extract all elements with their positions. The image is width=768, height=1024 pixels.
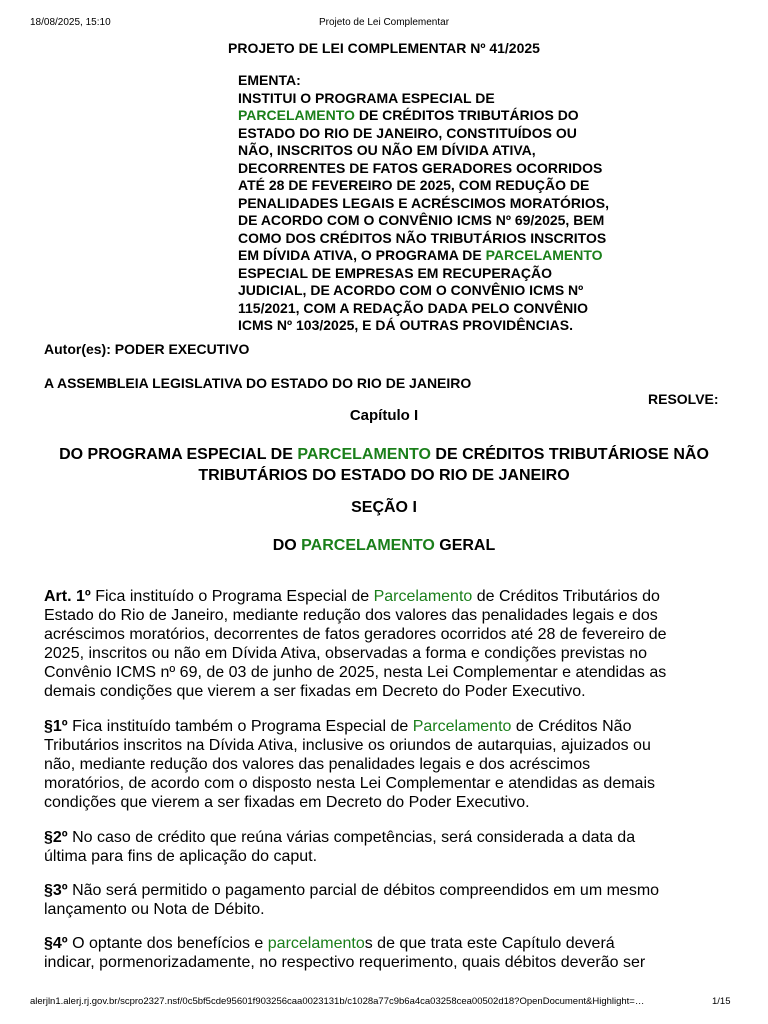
- text-line: [238, 125, 609, 143]
- author-line: Autor(es): PODER EXECUTIVO: [44, 341, 250, 357]
- paragraph-3: [44, 881, 659, 919]
- article-label: Art. 1º: [44, 588, 91, 605]
- article-1: [44, 587, 667, 701]
- highlighted-term: PARCELAMENTO: [238, 107, 355, 123]
- print-page-number: 1/15: [712, 996, 731, 1007]
- text-run: demais condições que vierem a ser fixadas em Decreto do Poder Executivo.: [44, 683, 586, 700]
- text-run: Tributários inscritos na Dívida Ativa, inclusive os oriundos de autarquias, ajuizados ou: [44, 737, 651, 754]
- ementa-label: EMENTA:: [238, 72, 301, 88]
- text-run: Fica instituído também o Programa Especial de: [67, 718, 413, 735]
- paragraph-2: [44, 828, 635, 866]
- text-run: s de que trata este Capítulo deverá: [364, 935, 615, 952]
- text-line: [238, 107, 609, 125]
- text-line: [44, 755, 655, 774]
- text-run: ATÉ 28 DE FEVEREIRO DE 2025, COM REDUÇÃO DE: [238, 177, 590, 193]
- text-line: [238, 265, 609, 283]
- text-run: No caso de crédito que reúna várias competências, será considerada a data da: [67, 829, 636, 846]
- text-run: 115/2021, COM A REDAÇÃO DADA PELO CONVÊNIO: [238, 299, 589, 316]
- text-line: [59, 446, 658, 463]
- ementa-text: [238, 90, 609, 335]
- text-line: [238, 282, 609, 300]
- article-label: §3º: [44, 882, 68, 899]
- text-run: indicar, pormenorizadamente, no respectivo requerimento, quais débitos deverão ser: [44, 954, 646, 971]
- text-run: Estado do Rio de Janeiro, mediante redução dos valores das penalidades legais e dos: [44, 607, 658, 624]
- highlighted-term: Parcelamento: [412, 718, 512, 735]
- text-line: [44, 847, 635, 866]
- text-run: DO: [272, 537, 302, 554]
- ementa-block: [238, 72, 609, 335]
- text-line: [238, 160, 609, 178]
- text-line: [44, 717, 655, 736]
- text-run: EM DÍVIDA ATIVA, O PROGRAMA DE: [238, 247, 486, 263]
- print-datetime: 18/08/2025, 15:10: [30, 17, 111, 28]
- text-line: [44, 774, 655, 793]
- text-run: DECORRENTES DE FATOS GERADORES OCORRIDOS: [238, 159, 603, 176]
- assembly-line: A ASSEMBLEIA LEGISLATIVA DO ESTADO DO RIO DE JANEIRO: [44, 375, 472, 391]
- text-run: Fica instituído o Programa Especial de: [90, 588, 374, 605]
- text-line: [44, 793, 655, 812]
- text-line: [44, 587, 667, 606]
- text-run: ICMS Nº 103/2025, E DÁ OUTRAS PROVIDÊNCIAS.: [238, 317, 573, 333]
- text-run: última para fins de aplicação do caput.: [44, 848, 318, 865]
- text-run: ESTADO DO RIO DE JANEIRO, CONSTITUÍDOS OU: [238, 124, 577, 141]
- text-line: [44, 644, 667, 663]
- text-run: DE CRÉDITOS TRIBUTÁRIOS: [430, 446, 659, 463]
- chapter-title: Capítulo I: [349, 407, 419, 424]
- text-line: [238, 90, 609, 108]
- paragraph-4: [44, 934, 645, 972]
- text-run: Não será permitido o pagamento parcial de débitos compreendidos em um mesmo: [67, 882, 660, 899]
- text-run: COMO DOS CRÉDITOS NÃO TRIBUTÁRIOS INSCRITOS: [238, 229, 607, 246]
- text-line: [44, 900, 659, 919]
- text-line: [238, 212, 609, 230]
- text-line: [44, 934, 645, 953]
- section-title: SEÇÃO I: [351, 499, 417, 516]
- text-run: O optante dos benefícios e: [67, 935, 268, 952]
- text-run: DE ACORDO COM O CONVÊNIO ICMS Nº 69/2025, BEM: [238, 212, 605, 228]
- text-run: Convênio ICMS nº 69, de 03 de junho de 2025, nesta Lei Complementar e atendidas as: [44, 664, 667, 681]
- highlighted-term: parcelamento: [267, 935, 365, 952]
- article-label: §1º: [44, 718, 68, 735]
- document-title: PROJETO DE LEI COMPLEMENTAR Nº 41/2025: [228, 40, 540, 56]
- text-run: E NÃO TRIBUTÁRIOS DO ESTADO DO RIO DE JANEIRO: [198, 446, 709, 484]
- text-run: JUDICIAL, DE ACORDO COM O CONVÊNIO ICMS Nº: [238, 282, 584, 298]
- text-line: [44, 682, 667, 701]
- text-run: NÃO, INSCRITOS OU NÃO EM DÍVIDA ATIVA,: [238, 142, 536, 158]
- text-line: [238, 230, 609, 248]
- text-line: [238, 142, 609, 160]
- text-line: [44, 625, 667, 644]
- text-line: [238, 300, 609, 318]
- resolve-label: RESOLVE:: [648, 391, 719, 407]
- paragraph-1: [44, 717, 655, 812]
- text-line: [238, 177, 609, 195]
- text-line: [44, 606, 667, 625]
- text-run: DE CRÉDITOS TRIBUTÁRIOS DO: [354, 107, 579, 123]
- highlighted-term: PARCELAMENTO: [301, 537, 435, 554]
- highlighted-term: Parcelamento: [373, 588, 473, 605]
- text-run: DO PROGRAMA ESPECIAL DE: [59, 446, 298, 463]
- article-label: §2º: [44, 829, 68, 846]
- text-line: [44, 736, 655, 755]
- text-line: [238, 247, 609, 265]
- print-page-title: Projeto de Lei Complementar: [318, 17, 450, 28]
- text-run: ESPECIAL DE EMPRESAS EM RECUPERAÇÃO: [238, 264, 553, 281]
- text-run: INSTITUI O PROGRAMA ESPECIAL DE: [238, 89, 495, 106]
- text-run: de Créditos Não: [511, 718, 632, 735]
- text-run: não, mediante redução dos valores das penalidades legais e dos acréscimos: [44, 756, 591, 773]
- text-line: [238, 317, 609, 335]
- text-run: lançamento ou Nota de Débito.: [44, 901, 265, 918]
- chapter-heading: [30, 444, 738, 486]
- text-run: condições que vierem a ser fixadas em Decreto do Poder Executivo.: [44, 794, 530, 811]
- section-heading: [0, 537, 768, 555]
- text-line: [238, 195, 609, 213]
- text-line: [44, 663, 667, 682]
- print-url: alerjln1.alerj.rj.gov.br/scpro2327.nsf/0c5bf5cde95601f903256caa0023131b/c1028a77c9b6a4ca03258cea00502d18?OpenDocument&Highlight=…: [30, 996, 645, 1007]
- text-line: [44, 953, 645, 972]
- text-run: moratórios, de acordo com o disposto nesta Lei Complementar e atendidas as demais: [44, 775, 655, 792]
- text-run: de Créditos Tributários do: [472, 588, 660, 605]
- text-line: [44, 828, 635, 847]
- text-run: PENALIDADES LEGAIS E ACRÉSCIMOS MORATÓRIOS,: [238, 194, 610, 211]
- text-run: acréscimos moratórios, decorrentes de fatos geradores ocorridos até 28 de fevereiro de: [44, 626, 667, 643]
- text-run: GERAL: [434, 537, 496, 554]
- article-label: §4º: [44, 935, 68, 952]
- highlighted-term: PARCELAMENTO: [297, 446, 431, 463]
- highlighted-term: PARCELAMENTO: [485, 247, 603, 263]
- text-run: 2025, inscritos ou não em Dívida Ativa, observadas a forma e condições previstas no: [44, 645, 647, 662]
- text-line: [44, 881, 659, 900]
